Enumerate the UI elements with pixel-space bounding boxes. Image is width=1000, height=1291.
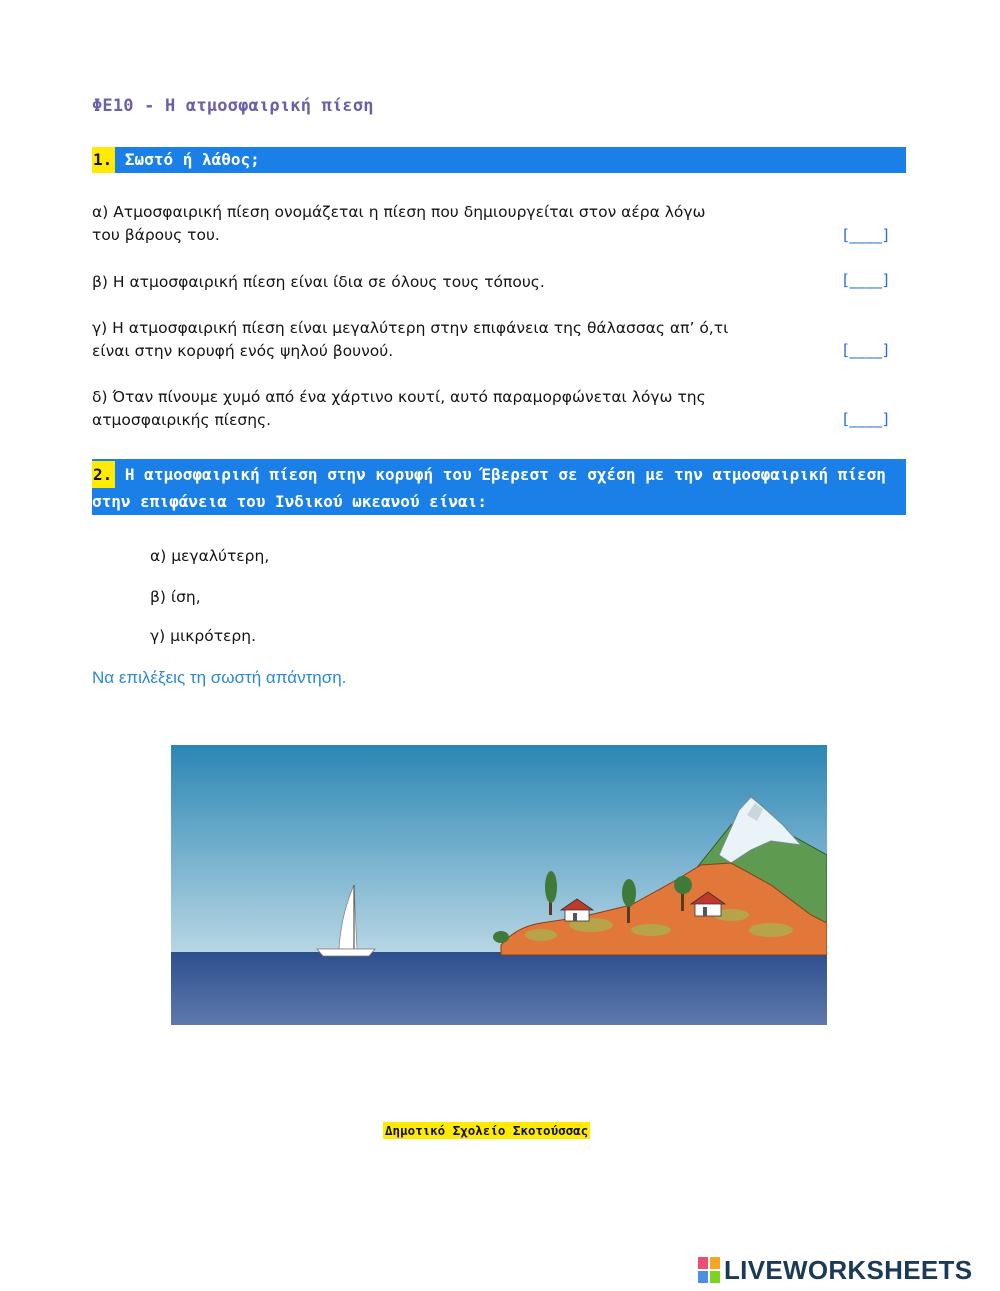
question-1-header <box>92 147 906 173</box>
statement-c-line-2: είναι στην κορυφή ενός ψηλού βουνού. <box>92 342 394 360</box>
school-name: Δημοτικό Σχολείο Σκοτούσσας <box>385 1123 589 1138</box>
option-b[interactable]: β) ίση, <box>150 588 201 606</box>
statement-c <box>92 317 812 363</box>
question-2-number: 2. <box>92 461 115 488</box>
question-2-heading-line-2: στην επιφάνεια του Ινδικού ωκεανού είναι: <box>92 492 487 511</box>
liveworksheets-icon <box>698 1257 720 1283</box>
answer-blank-a[interactable]: [____] <box>843 226 890 244</box>
shrub <box>749 923 793 937</box>
statement-c-line-1: γ) Η ατμοσφαιρική πίεση είναι μεγαλύτερη στην επιφάνεια της θάλασσας απ’ ό,τι <box>92 319 729 337</box>
worksheet-title: ΦΕ10 - Η ατμοσφαιρική πίεση <box>92 96 374 116</box>
statement-a <box>92 201 812 247</box>
answer-blank-c[interactable]: [____] <box>843 341 890 359</box>
tree <box>493 931 509 943</box>
statement-b-line-1: β) Η ατμοσφαιρική πίεση είναι ίδια σε όλους τους τόπους. <box>92 273 545 291</box>
shrub <box>525 929 557 941</box>
liveworksheets-logo <box>698 1255 972 1285</box>
question-1-heading: Σωστό ή λάθος; <box>124 150 260 169</box>
statement-b <box>92 271 812 294</box>
statement-d <box>92 386 812 432</box>
answer-blank-b[interactable]: [____] <box>843 271 890 289</box>
liveworksheets-wordmark: LIVEWORKSHEETS <box>724 1254 973 1285</box>
instruction-text: Να επιλέξεις τη σωστή απάντηση. <box>92 668 347 687</box>
statement-a-line-1: α) Ατμοσφαιρική πίεση ονομάζεται η πίεση που δημιουργείται στον αέρα λόγω <box>92 203 706 221</box>
question-2-heading-line-1: Η ατμοσφαιρική πίεση στην κορυφή του Έβερεστ σε σχέση με την ατμοσφαιρική πίεση <box>124 465 886 484</box>
question-1-number: 1. <box>92 147 115 173</box>
statement-a-line-2: του βάρους του. <box>92 226 220 244</box>
option-c[interactable]: γ) μικρότερη. <box>150 627 257 645</box>
option-a[interactable]: α) μεγαλύτερη, <box>150 547 270 565</box>
coast-illustration <box>171 745 827 1025</box>
question-2-header <box>92 459 906 515</box>
statement-d-line-2: ατμοσφαιρικής πίεσης. <box>92 411 272 429</box>
sea <box>171 952 827 1025</box>
answer-blank-d[interactable]: [____] <box>843 410 890 428</box>
shrub <box>631 924 671 936</box>
statement-d-line-1: δ) Όταν πίνουμε χυμό από ένα χάρτινο κουτί, αυτό παραμορφώνεται λόγω της <box>92 388 706 406</box>
